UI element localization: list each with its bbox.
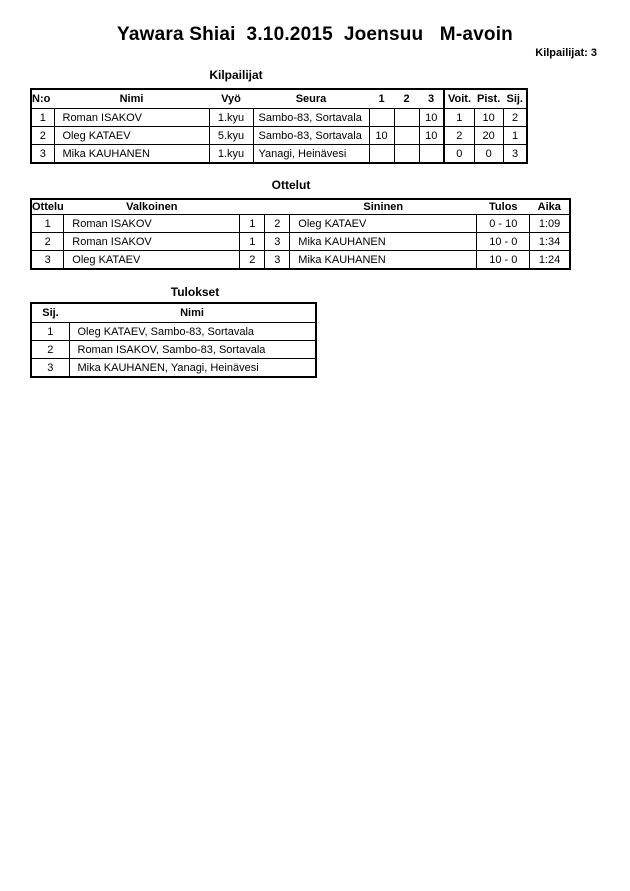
competitor-place: 1 [503, 127, 527, 145]
match-blue-no: 3 [265, 251, 290, 270]
match-row [31, 251, 570, 270]
competitor-match2-score [394, 109, 419, 127]
match-white-no: 1 [240, 215, 265, 233]
col-header-white-no [240, 199, 265, 215]
match-time: 1:24 [530, 251, 570, 270]
result-name: Oleg KATAEV, Sambo-83, Sortavala [69, 323, 316, 341]
competitors-section-title: Kilpailijat [209, 68, 263, 82]
col-header-belt: Vyö [209, 89, 253, 109]
competitor-row [31, 145, 527, 164]
competitor-belt: 5.kyu [209, 127, 253, 145]
match-no: 1 [31, 215, 64, 233]
competitors-count-label: Kilpailijat: 3 [535, 47, 597, 59]
competitor-points: 10 [474, 109, 503, 127]
competitor-club: Yanagi, Heinävesi [253, 145, 369, 164]
col-header-wins: Voit. [444, 89, 474, 109]
col-header-club: Seura [253, 89, 369, 109]
matches-section-title: Ottelut [271, 178, 311, 192]
col-header-match: Ottelu [32, 201, 64, 213]
col-header-place: Sij. [31, 303, 69, 323]
competitor-place: 3 [503, 145, 527, 164]
col-header-no: N:o [31, 89, 54, 109]
competitor-match1-score [369, 145, 394, 164]
col-header-match2: 2 [394, 89, 419, 109]
match-white-no: 2 [240, 251, 265, 270]
result-name: Roman ISAKOV, Sambo-83, Sortavala [69, 341, 316, 359]
result-name: Mika KAUHANEN, Yanagi, Heinävesi [69, 359, 316, 378]
match-white-no: 1 [240, 233, 265, 251]
col-header-time: Aika [530, 199, 570, 215]
competitors-header-row [31, 89, 527, 109]
competitor-match1-score: 10 [369, 127, 394, 145]
result-place: 1 [31, 323, 69, 341]
competitor-match3-score: 10 [419, 127, 444, 145]
col-header-points: Pist. [474, 89, 503, 109]
competitor-match3-score [419, 145, 444, 164]
competitor-name: Mika KAUHANEN [54, 145, 209, 164]
competitor-belt: 1.kyu [209, 109, 253, 127]
result-row [31, 323, 316, 341]
result-row [31, 341, 316, 359]
match-blue-no: 2 [265, 215, 290, 233]
results-header-row [31, 303, 316, 323]
match-no: 3 [31, 251, 64, 270]
competitor-club: Sambo-83, Sortavala [253, 127, 369, 145]
match-time: 1:34 [530, 233, 570, 251]
match-blue-name: Oleg KATAEV [290, 215, 477, 233]
match-blue-no: 3 [265, 233, 290, 251]
match-white-name: Roman ISAKOV [64, 215, 240, 233]
result-place: 2 [31, 341, 69, 359]
page-title: Yawara Shiai 3.10.2015 Joensuu M-avoin [117, 24, 513, 45]
competitor-no: 1 [31, 109, 54, 127]
match-result: 0 - 10 [477, 215, 530, 233]
col-header-match1: 1 [369, 89, 394, 109]
matches-table [30, 198, 571, 270]
competitor-belt: 1.kyu [209, 145, 253, 164]
match-white-name: Oleg KATAEV [64, 251, 240, 270]
competitor-wins: 0 [444, 145, 474, 164]
competitor-wins: 1 [444, 109, 474, 127]
result-row [31, 359, 316, 378]
col-header-name: Nimi [54, 89, 209, 109]
competitor-match2-score [394, 145, 419, 164]
competitors-table [30, 88, 528, 164]
match-white-name: Roman ISAKOV [64, 233, 240, 251]
competitor-match3-score: 10 [419, 109, 444, 127]
col-header-place: Sij. [503, 89, 527, 109]
col-header-result: Tulos [477, 199, 530, 215]
result-place: 3 [31, 359, 69, 378]
competitor-row [31, 109, 527, 127]
competitor-wins: 2 [444, 127, 474, 145]
competitor-place: 2 [503, 109, 527, 127]
results-section-title: Tulokset [170, 285, 220, 299]
competitor-name: Roman ISAKOV [54, 109, 209, 127]
competitor-match1-score [369, 109, 394, 127]
competitor-match2-score [394, 127, 419, 145]
col-header-name: Nimi [69, 303, 316, 323]
competitor-points: 0 [474, 145, 503, 164]
match-blue-name: Mika KAUHANEN [290, 251, 477, 270]
competitor-points: 20 [474, 127, 503, 145]
results-table [30, 302, 317, 378]
col-header-blue-no [265, 199, 290, 215]
col-header-blue: Sininen [290, 199, 477, 215]
matches-header-row [31, 199, 570, 215]
competitor-no: 3 [31, 145, 54, 164]
match-result: 10 - 0 [477, 233, 530, 251]
match-no: 2 [31, 233, 64, 251]
competitor-no: 2 [31, 127, 54, 145]
match-row [31, 215, 570, 233]
competitor-row [31, 127, 527, 145]
competitor-name: Oleg KATAEV [54, 127, 209, 145]
match-row [31, 233, 570, 251]
match-blue-name: Mika KAUHANEN [290, 233, 477, 251]
col-header-match3: 3 [419, 89, 444, 109]
match-time: 1:09 [530, 215, 570, 233]
match-result: 10 - 0 [477, 251, 530, 270]
competitor-club: Sambo-83, Sortavala [253, 109, 369, 127]
col-header-white: Valkoinen [64, 199, 240, 215]
